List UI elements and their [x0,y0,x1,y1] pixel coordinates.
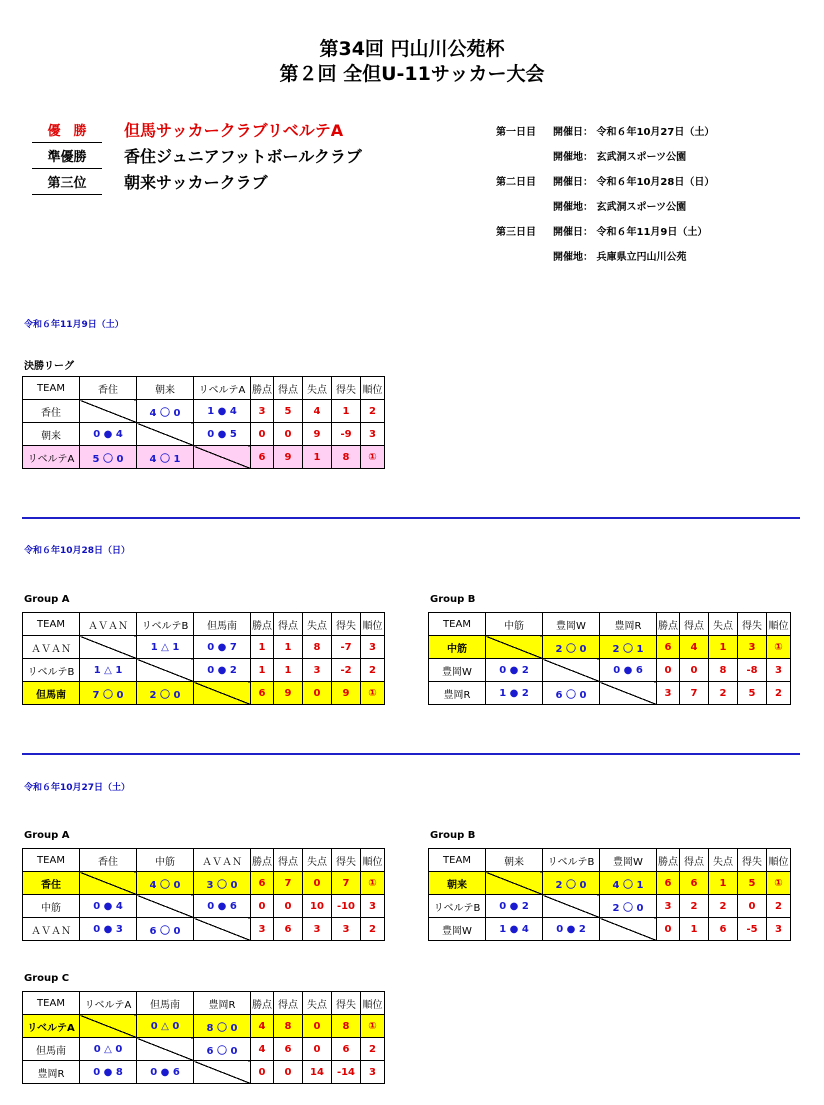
stat-value: 1 [274,659,303,682]
table-row [23,895,385,918]
stat-value: 0 [274,423,303,446]
stat-header: 得点 [274,849,303,872]
stat-value: ① [361,872,385,895]
diagonal-cell [80,1015,137,1038]
stat-value: 3 [767,918,791,941]
match-result: 0 ● 4 [80,895,137,918]
stat-value: 1 [332,400,361,423]
tournament-subtitle: 第２回 全但U-11サッカー大会 [279,63,545,85]
table-row [23,872,385,895]
stat-value: -9 [332,423,361,446]
stat-value: 4 [251,1015,274,1038]
stat-header: 得失 [332,849,361,872]
header-row [23,613,385,636]
match-result: 0 ● 6 [137,1061,194,1084]
match-result: 6 〇 0 [137,918,194,941]
stat-value: 2 [361,659,385,682]
match-result: 4 〇 0 [137,872,194,895]
stat-value: 3 [303,659,332,682]
stat-value: 2 [767,895,791,918]
header-row [23,849,385,872]
team-name: 中筋 [23,895,80,918]
stat-value: -5 [738,918,767,941]
team-header: TEAM [429,849,486,872]
match-result: 7 〇 0 [80,682,137,705]
stat-value: 8 [709,659,738,682]
award-label: 優 勝 [32,120,102,143]
day3-venue: 開催地： 兵庫県立円山川公苑 [553,252,687,263]
stat-header: 得点 [274,613,303,636]
stat-value: 4 [251,1038,274,1061]
stat-value: 2 [361,400,385,423]
stat-value: 1 [274,636,303,659]
stat-value: 2 [767,682,791,705]
stat-value: 8 [303,636,332,659]
stat-value: 0 [303,1038,332,1061]
day2-date: 開催日： 令和６年10月28日（日） [553,177,715,188]
day1-group-b-table [428,848,791,941]
stat-value: 5 [274,400,303,423]
team-name: リベルテA [23,1015,80,1038]
stat-value: 2 [361,918,385,941]
diagonal-cell [80,400,137,423]
stat-value: 0 [657,918,680,941]
opponent-header: 香住 [80,377,137,400]
match-result: 0 ● 8 [80,1061,137,1084]
stat-value: -7 [332,636,361,659]
day1-venue: 開催地： 玄武洞スポーツ公園 [553,152,687,163]
stat-value: ① [361,446,385,469]
stat-value: 6 [657,636,680,659]
stat-value: 3 [361,636,385,659]
stat-header: 失点 [303,613,332,636]
header-row [429,849,791,872]
day2-group-b-table [428,612,791,705]
opponent-header: ＡＶＡＮ [194,849,251,872]
diagonal-cell [194,1061,251,1084]
stat-header: 失点 [303,849,332,872]
stat-header: 失点 [303,377,332,400]
stat-value: 3 [657,682,680,705]
opponent-header: リベルテB [543,849,600,872]
header-row [23,377,385,400]
match-result: 0 ● 7 [194,636,251,659]
stat-value: -14 [332,1061,361,1084]
stat-value: 2 [361,1038,385,1061]
match-result: 0 ● 5 [194,423,251,446]
diagonal-cell [137,423,194,446]
match-result: 0 ● 3 [80,918,137,941]
stat-value: 3 [251,918,274,941]
stat-value: 6 [680,872,709,895]
team-header: TEAM [23,613,80,636]
team-name: 朝来 [23,423,80,446]
table-row [429,682,791,705]
stat-value: 6 [251,682,274,705]
match-result: 4 〇 1 [137,446,194,469]
award-winner [32,118,412,142]
stat-header: 得点 [680,613,709,636]
match-result: 0 ● 2 [194,659,251,682]
table-row [23,423,385,446]
tournament-title: 第34回 円山川公苑杯 [319,38,505,60]
table-row [429,872,791,895]
match-result: 0 ● 2 [543,918,600,941]
match-result: 4 〇 0 [137,400,194,423]
day1-date: 開催日： 令和６年10月27日（土） [553,127,715,138]
team-header: TEAM [23,992,80,1015]
table-row [23,682,385,705]
stat-header: 得失 [738,849,767,872]
team-name: 但馬南 [23,682,80,705]
opponent-header: リベルテA [80,992,137,1015]
stat-header: 得点 [680,849,709,872]
section-divider [22,753,800,755]
stat-value: 3 [361,895,385,918]
day2-venue: 開催地： 玄武洞スポーツ公園 [553,202,687,213]
award-label: 準優勝 [32,146,102,169]
table-row [23,659,385,682]
diagonal-cell [80,636,137,659]
diagonal-cell [194,682,251,705]
team-header: TEAM [23,849,80,872]
stat-value: 4 [680,636,709,659]
team-name: ＡＶＡＮ [23,636,80,659]
stat-value: 0 [251,423,274,446]
stat-value: 3 [738,636,767,659]
match-result: 2 〇 1 [600,636,657,659]
award-team: 但馬サッカークラブリベルテA [124,121,344,140]
opponent-header: 豊岡R [194,992,251,1015]
match-result: 2 〇 0 [137,682,194,705]
opponent-header: 中筋 [486,613,543,636]
match-result: 1 ● 2 [486,682,543,705]
day2-date-heading: 令和６年10月28日（日） [24,546,131,556]
stat-value: 1 [251,659,274,682]
day3-label: 第三日目 [496,227,536,238]
opponent-header: 豊岡W [543,613,600,636]
stat-value: 6 [251,446,274,469]
match-result: 2 〇 0 [543,872,600,895]
opponent-header: 朝来 [486,849,543,872]
stat-header: 得失 [332,377,361,400]
day1-date-heading: 令和６年10月27日（土） [24,783,131,793]
stat-header: 失点 [709,849,738,872]
stat-header: 順位 [361,377,385,400]
match-result: 1 ● 4 [194,400,251,423]
stat-value: 3 [657,895,680,918]
diagonal-cell [194,918,251,941]
award-team: 香住ジュニアフットボールクラブ [124,147,362,166]
stat-header: 勝点 [251,613,274,636]
stat-header: 得失 [332,992,361,1015]
stat-value: 0 [657,659,680,682]
table-row [429,895,791,918]
stat-value: 8 [332,1015,361,1038]
day2-group-a-title: Group A [24,594,70,605]
stat-value: -10 [332,895,361,918]
diagonal-cell [137,895,194,918]
match-result: 2 〇 0 [600,895,657,918]
stat-value: 1 [303,446,332,469]
diagonal-cell [600,682,657,705]
stat-value: 0 [738,895,767,918]
day2-group-a-table [22,612,385,705]
stat-header: 失点 [303,992,332,1015]
match-result: 1 △ 1 [80,659,137,682]
match-result: 0 ● 2 [486,659,543,682]
stat-value: 7 [680,682,709,705]
diagonal-cell [137,1038,194,1061]
match-result: 4 〇 1 [600,872,657,895]
team-name: 香住 [23,400,80,423]
stat-value: 9 [303,423,332,446]
stat-header: 順位 [361,849,385,872]
stat-value: 0 [251,1061,274,1084]
table-row [23,1015,385,1038]
team-header: TEAM [23,377,80,400]
match-result: 0 ● 6 [600,659,657,682]
stat-value: ① [361,682,385,705]
diagonal-cell [543,659,600,682]
stat-value: 6 [332,1038,361,1061]
opponent-header: ＡＶＡＮ [80,613,137,636]
day1-group-a-title: Group A [24,830,70,841]
stat-value: 8 [332,446,361,469]
stat-value: 1 [709,872,738,895]
stat-value: 0 [274,1061,303,1084]
section-divider [22,517,800,519]
stat-value: 3 [303,918,332,941]
match-result: 0 △ 0 [80,1038,137,1061]
stat-value: 1 [709,636,738,659]
stat-value: 3 [332,918,361,941]
team-name: 朝来 [429,872,486,895]
stat-header: 勝点 [251,377,274,400]
diagonal-cell [600,918,657,941]
team-name: 豊岡R [429,682,486,705]
day1-group-c-table [22,991,385,1084]
team-name: リベルテA [23,446,80,469]
team-name: ＡＶＡＮ [23,918,80,941]
final-league-table [22,376,385,469]
stat-value: 3 [767,659,791,682]
stat-value: ① [361,1015,385,1038]
stat-value: 2 [709,895,738,918]
match-result: 0 ● 2 [486,895,543,918]
diagonal-cell [194,446,251,469]
team-name: 豊岡W [429,918,486,941]
table-row [429,659,791,682]
day1-group-a-table [22,848,385,941]
diagonal-cell [486,636,543,659]
stat-header: 勝点 [657,849,680,872]
team-name: 豊岡W [429,659,486,682]
team-name: リベルテB [429,895,486,918]
stat-value: ① [767,636,791,659]
table-row [429,918,791,941]
day1-label: 第一日目 [496,127,536,138]
opponent-header: 朝来 [137,377,194,400]
match-result: 1 ● 4 [486,918,543,941]
diagonal-cell [137,659,194,682]
stat-value: 9 [274,446,303,469]
stat-value: 2 [709,682,738,705]
stat-value: 0 [303,682,332,705]
stat-value: 3 [251,400,274,423]
stat-header: 勝点 [251,849,274,872]
team-name: 豊岡R [23,1061,80,1084]
team-header: TEAM [429,613,486,636]
opponent-header: リベルテA [194,377,251,400]
opponent-header: 香住 [80,849,137,872]
final-date: 令和６年11月9日（土） [24,320,124,330]
award-team: 朝来サッカークラブ [124,173,268,192]
day1-group-b-title: Group B [430,830,476,841]
stat-header: 順位 [767,849,791,872]
diagonal-cell [486,872,543,895]
opponent-header: 但馬南 [194,613,251,636]
stat-header: 失点 [709,613,738,636]
day1-group-c-title: Group C [24,973,70,984]
match-result: 0 ● 6 [194,895,251,918]
stat-value: 5 [738,682,767,705]
day2-label: 第二日目 [496,177,536,188]
diagonal-cell [80,872,137,895]
stat-header: 得点 [274,992,303,1015]
stat-value: 14 [303,1061,332,1084]
stat-value: 7 [332,872,361,895]
stat-header: 順位 [767,613,791,636]
stat-value: 4 [303,400,332,423]
table-row [23,918,385,941]
stat-value: 6 [274,918,303,941]
stat-header: 得点 [274,377,303,400]
table-row [23,1061,385,1084]
stat-value: 1 [680,918,709,941]
table-row [23,1038,385,1061]
stat-value: 6 [274,1038,303,1061]
stat-value: 0 [680,659,709,682]
stat-value: 0 [274,895,303,918]
stat-value: 2 [680,895,709,918]
stat-value: 7 [274,872,303,895]
table-row [23,400,385,423]
match-result: 3 〇 0 [194,872,251,895]
team-name: 中筋 [429,636,486,659]
match-result: 0 ● 4 [80,423,137,446]
stat-header: 順位 [361,613,385,636]
stat-value: 6 [251,872,274,895]
stat-value: 3 [361,1061,385,1084]
stat-value: -2 [332,659,361,682]
table-row [23,636,385,659]
stat-value: 0 [303,1015,332,1038]
team-name: 香住 [23,872,80,895]
opponent-header: 但馬南 [137,992,194,1015]
opponent-header: リベルテB [137,613,194,636]
day2-group-b-title: Group B [430,594,476,605]
stat-value: ① [767,872,791,895]
stat-header: 勝点 [657,613,680,636]
stat-value: 5 [738,872,767,895]
opponent-header: 豊岡R [600,613,657,636]
table-row [429,636,791,659]
stat-value: 0 [251,895,274,918]
match-result: 1 △ 1 [137,636,194,659]
stat-header: 得失 [332,613,361,636]
final-league-title: 決勝リーグ [24,361,74,372]
header-row [23,992,385,1015]
award-third [32,170,412,194]
match-result: 6 〇 0 [194,1038,251,1061]
stat-value: 3 [361,423,385,446]
stat-value: 10 [303,895,332,918]
award-label: 第三位 [32,172,102,195]
award-runner-up [32,144,412,168]
match-result: 8 〇 0 [194,1015,251,1038]
match-result: 5 〇 0 [80,446,137,469]
match-result: 0 △ 0 [137,1015,194,1038]
table-row [23,446,385,469]
match-result: 6 〇 0 [543,682,600,705]
day3-date: 開催日： 令和６年11月9日（土） [553,227,708,238]
stat-value: 6 [709,918,738,941]
stat-value: 9 [274,682,303,705]
stat-header: 順位 [361,992,385,1015]
opponent-header: 中筋 [137,849,194,872]
opponent-header: 豊岡W [600,849,657,872]
stat-value: -8 [738,659,767,682]
stat-header: 得失 [738,613,767,636]
stat-value: 0 [303,872,332,895]
stat-value: 1 [251,636,274,659]
stat-value: 8 [274,1015,303,1038]
stat-header: 勝点 [251,992,274,1015]
match-result: 2 〇 0 [543,636,600,659]
team-name: リベルテB [23,659,80,682]
header-row [429,613,791,636]
stat-value: 6 [657,872,680,895]
stat-value: 9 [332,682,361,705]
team-name: 但馬南 [23,1038,80,1061]
diagonal-cell [543,895,600,918]
